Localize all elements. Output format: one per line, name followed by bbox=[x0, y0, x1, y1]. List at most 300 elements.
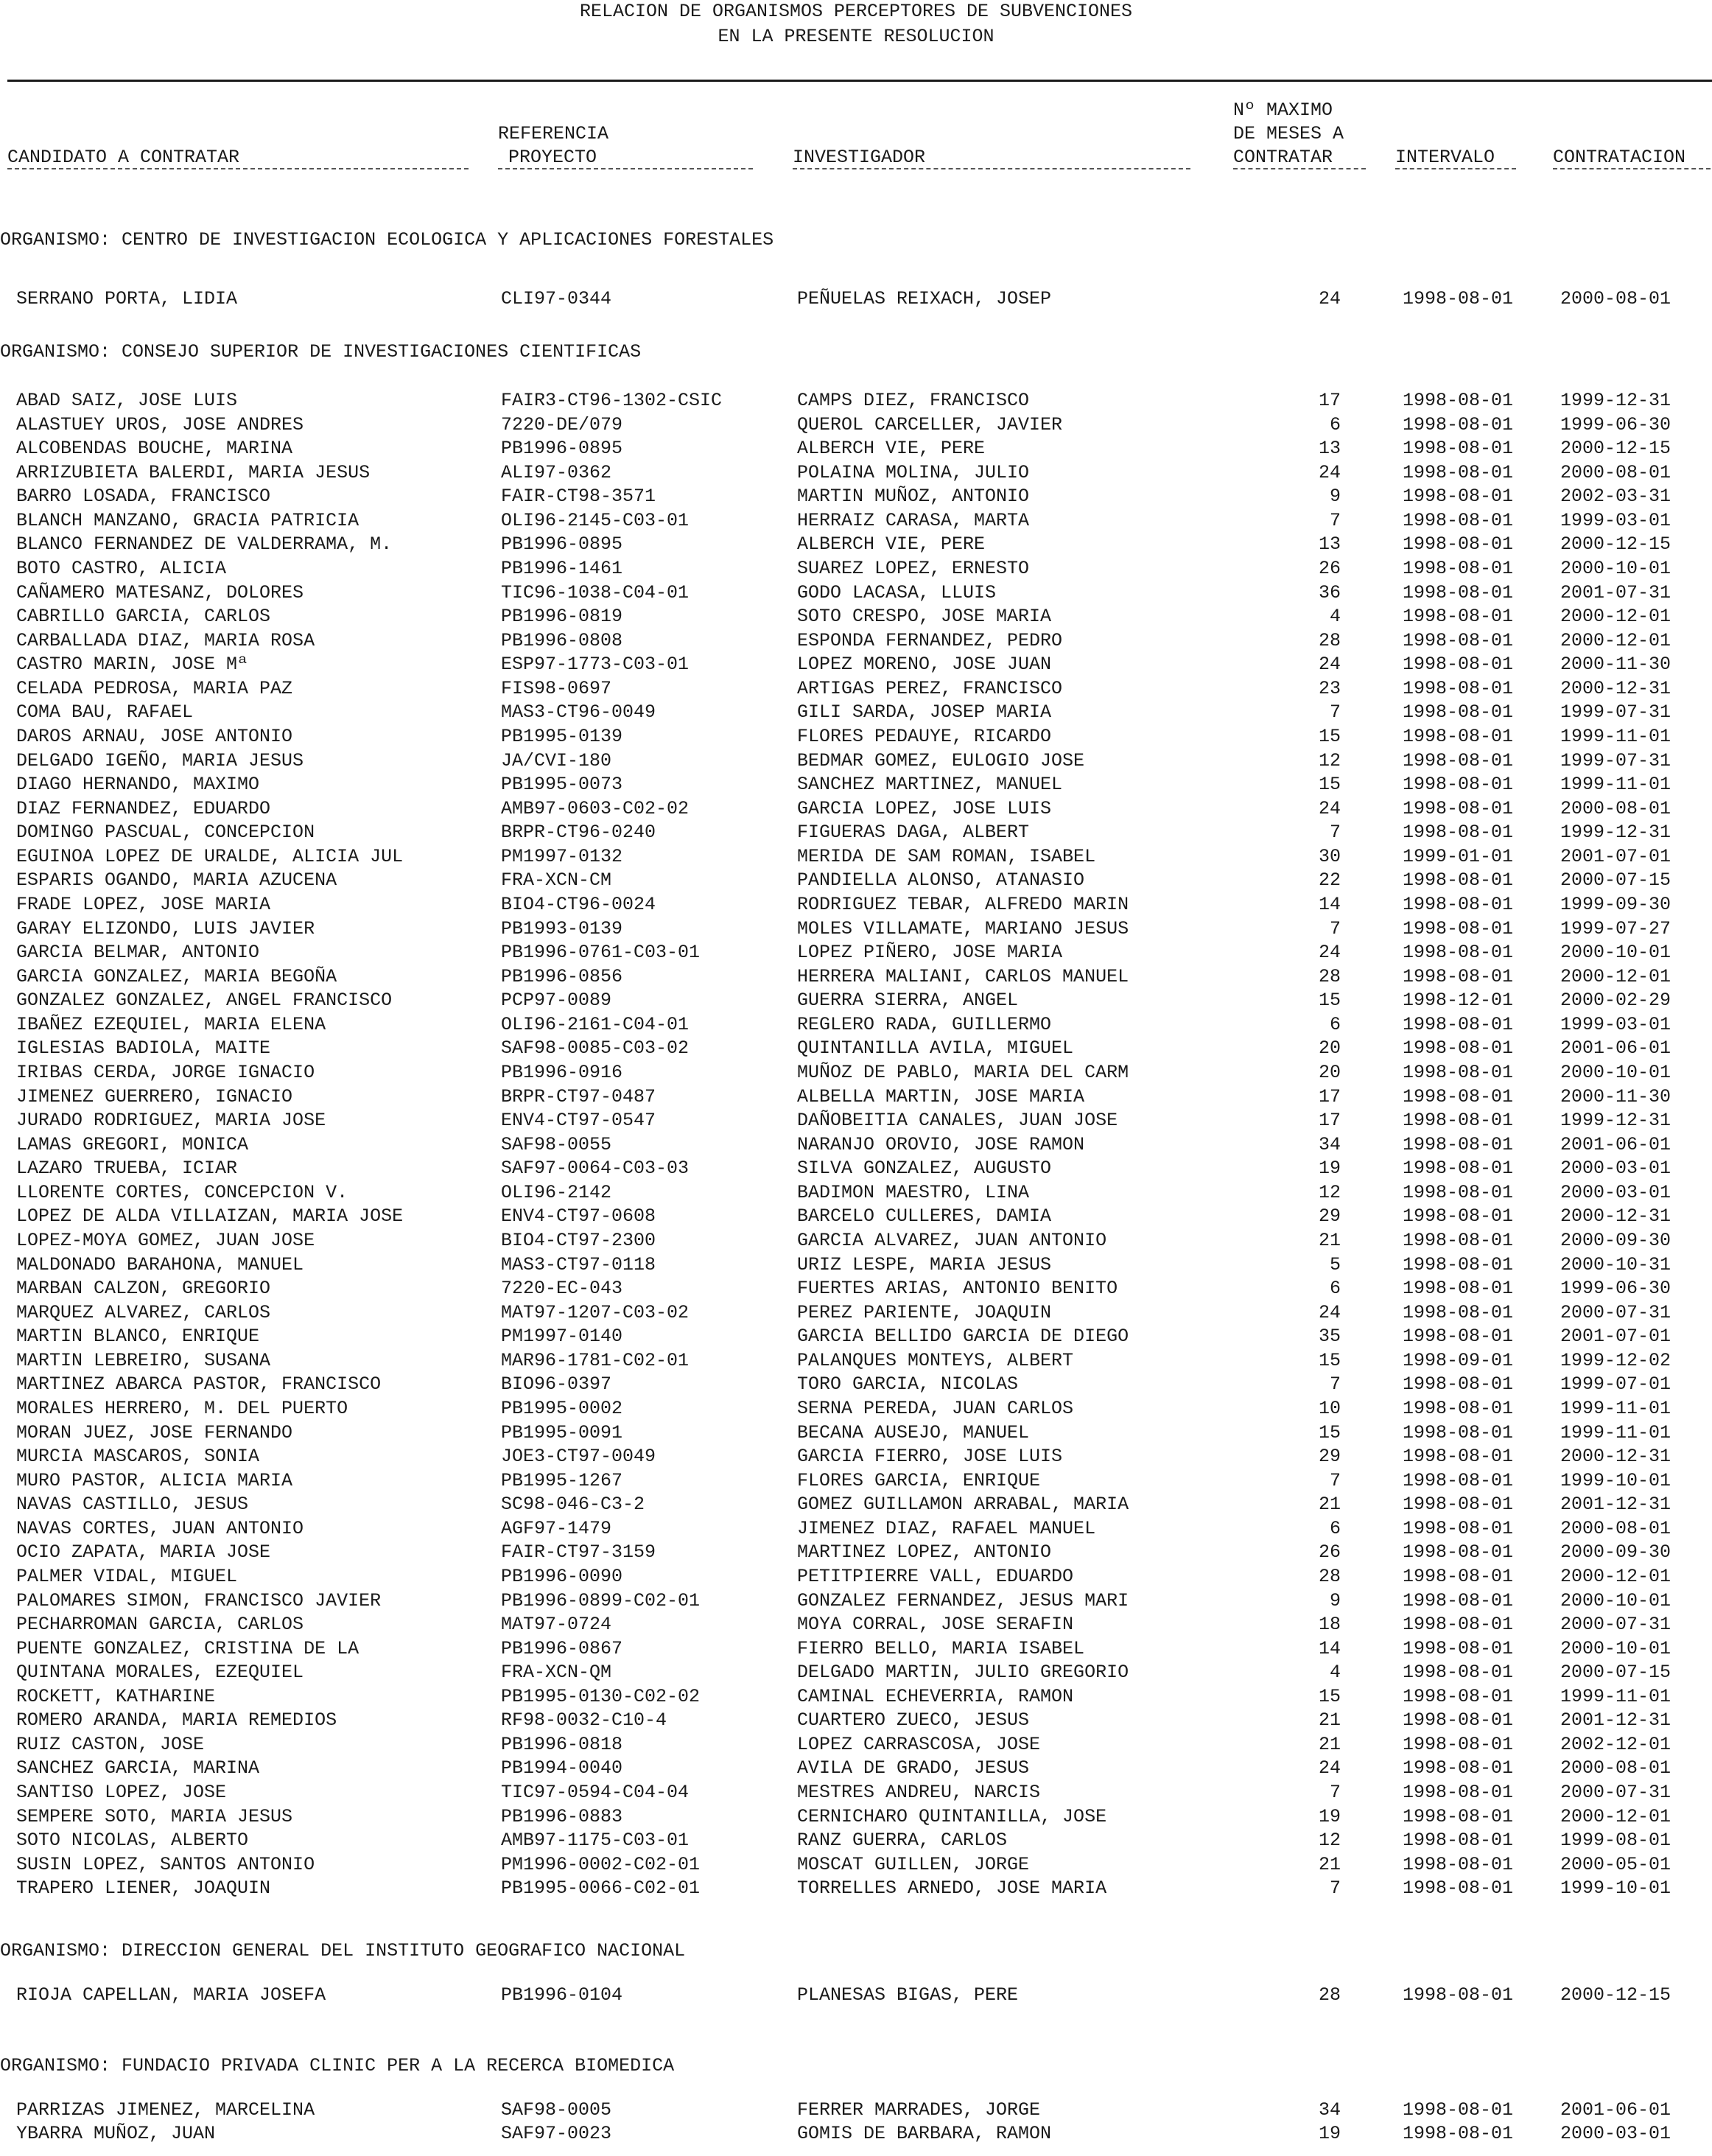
cell-intervalo: 1998-08-01 bbox=[1403, 1446, 1514, 1468]
cell-intervalo: 1998-08-01 bbox=[1403, 1037, 1514, 1060]
cell-investigador: GOMIS DE BARBARA, RAMON bbox=[797, 2123, 1052, 2144]
cell-referencia: SAF98-0085-C03-02 bbox=[501, 1037, 690, 1060]
cell-investigador: NARANJO OROVIO, JOSE RAMON bbox=[797, 1133, 1085, 1155]
cell-meses: 7 bbox=[1329, 822, 1341, 844]
cell-contratacion: 2000-12-01 bbox=[1560, 629, 1671, 651]
cell-contratacion: 2000-11-30 bbox=[1560, 654, 1671, 676]
cell-intervalo: 1998-08-01 bbox=[1403, 1494, 1514, 1516]
header-contratacion: CONTRATACION bbox=[1553, 147, 1686, 168]
cell-contratacion: 2000-12-15 bbox=[1560, 438, 1671, 460]
cell-candidato: PECHARROMAN GARCIA, CARLOS bbox=[16, 1614, 304, 1636]
cell-investigador: GARCIA BELLIDO GARCIA DE DIEGO bbox=[797, 1326, 1129, 1348]
cell-investigador: CAMINAL ECHEVERRIA, RAMON bbox=[797, 1685, 1074, 1707]
cell-contratacion: 2001-12-31 bbox=[1560, 1709, 1671, 1732]
cell-referencia: SAF97-0023 bbox=[501, 2123, 612, 2144]
cell-candidato: DELGADO IGEÑO, MARIA JESUS bbox=[16, 749, 304, 771]
cell-intervalo: 1998-08-01 bbox=[1403, 1373, 1514, 1396]
cell-contratacion: 1999-12-02 bbox=[1560, 1349, 1671, 1371]
cell-referencia: 7220-EC-043 bbox=[501, 1278, 623, 1300]
cell-referencia: PM1997-0132 bbox=[501, 845, 623, 867]
cell-referencia: FRA-XCN-QM bbox=[501, 1662, 612, 1684]
cell-intervalo: 1998-08-01 bbox=[1403, 1614, 1514, 1636]
cell-contratacion: 2000-09-30 bbox=[1560, 1541, 1671, 1564]
cell-meses: 7 bbox=[1329, 1782, 1341, 1804]
cell-meses: 15 bbox=[1318, 990, 1341, 1012]
cell-intervalo: 1998-09-01 bbox=[1403, 1349, 1514, 1371]
cell-intervalo: 1998-08-01 bbox=[1403, 677, 1514, 699]
cell-candidato: MARQUEZ ALVAREZ, CARLOS bbox=[16, 1301, 271, 1323]
cell-investigador: MESTRES ANDREU, NARCIS bbox=[797, 1782, 1041, 1804]
cell-investigador: DELGADO MARTIN, JULIO GREGORIO bbox=[797, 1662, 1129, 1684]
cell-candidato: CASTRO MARIN, JOSE Mª bbox=[16, 654, 249, 676]
cell-candidato: MURCIA MASCAROS, SONIA bbox=[16, 1446, 260, 1468]
cell-investigador: ALBELLA MARTIN, JOSE MARIA bbox=[797, 1085, 1085, 1107]
cell-referencia: PM1996-0002-C02-01 bbox=[501, 1853, 701, 1875]
cell-investigador: FERRER MARRADES, JORGE bbox=[797, 2099, 1041, 2121]
cell-investigador: AVILA DE GRADO, JESUS bbox=[797, 1757, 1030, 1779]
document-title: RELACION DE ORGANISMOS PERCEPTORES DE SUBVENCIONES bbox=[579, 1, 1133, 22]
cell-contratacion: 2001-06-01 bbox=[1560, 2099, 1671, 2121]
cell-meses: 15 bbox=[1318, 1421, 1341, 1443]
cell-investigador: MARTINEZ LOPEZ, ANTONIO bbox=[797, 1541, 1052, 1564]
cell-contratacion: 2000-12-31 bbox=[1560, 1205, 1671, 1228]
cell-meses: 14 bbox=[1318, 893, 1341, 915]
cell-investigador: LOPEZ CARRASCOSA, JOSE bbox=[797, 1733, 1041, 1755]
cell-meses: 20 bbox=[1318, 1061, 1341, 1083]
cell-candidato: JURADO RODRIGUEZ, MARIA JOSE bbox=[16, 1110, 326, 1132]
cell-candidato: CAÑAMERO MATESANZ, DOLORES bbox=[16, 581, 304, 603]
cell-referencia: PB1995-0091 bbox=[501, 1421, 623, 1443]
cell-contratacion: 2000-09-30 bbox=[1560, 1229, 1671, 1251]
cell-intervalo: 1998-08-01 bbox=[1403, 1830, 1514, 1852]
cell-investigador: POLAINA MOLINA, JULIO bbox=[797, 461, 1030, 483]
cell-investigador: PANDIELLA ALONSO, ATANASIO bbox=[797, 869, 1085, 892]
cell-meses: 19 bbox=[1318, 2123, 1341, 2144]
header-dash-intervalo bbox=[1395, 168, 1516, 169]
cell-investigador: QUEROL CARCELLER, JAVIER bbox=[797, 413, 1063, 435]
cell-contratacion: 2000-08-01 bbox=[1560, 797, 1671, 819]
cell-meses: 21 bbox=[1318, 1229, 1341, 1251]
cell-contratacion: 2000-07-15 bbox=[1560, 869, 1671, 892]
cell-meses: 15 bbox=[1318, 1349, 1341, 1371]
cell-meses: 14 bbox=[1318, 1637, 1341, 1659]
cell-contratacion: 2001-07-01 bbox=[1560, 1326, 1671, 1348]
cell-investigador: FIERRO BELLO, MARIA ISABEL bbox=[797, 1637, 1085, 1659]
cell-candidato: MURO PASTOR, ALICIA MARIA bbox=[16, 1469, 293, 1491]
cell-referencia: BRPR-CT96-0240 bbox=[501, 822, 656, 844]
cell-referencia: JOE3-CT97-0049 bbox=[501, 1446, 656, 1468]
cell-meses: 20 bbox=[1318, 1037, 1341, 1060]
cell-investigador: MARTIN MUÑOZ, ANTONIO bbox=[797, 486, 1030, 508]
cell-candidato: CELADA PEDROSA, MARIA PAZ bbox=[16, 677, 293, 699]
cell-referencia: JA/CVI-180 bbox=[501, 749, 612, 771]
cell-intervalo: 1998-08-01 bbox=[1403, 1278, 1514, 1300]
cell-candidato: RUIZ CASTON, JOSE bbox=[16, 1733, 205, 1755]
cell-candidato: GARAY ELIZONDO, LUIS JAVIER bbox=[16, 917, 315, 939]
cell-candidato: MARTIN BLANCO, ENRIQUE bbox=[16, 1326, 260, 1348]
cell-intervalo: 1998-08-01 bbox=[1403, 1877, 1514, 1900]
cell-meses: 21 bbox=[1318, 1733, 1341, 1755]
title-rule bbox=[7, 80, 1712, 82]
cell-contratacion: 1999-07-01 bbox=[1560, 1373, 1671, 1396]
cell-referencia: FAIR-CT97-3159 bbox=[501, 1541, 656, 1564]
cell-meses: 24 bbox=[1318, 654, 1341, 676]
cell-intervalo: 1998-08-01 bbox=[1403, 1589, 1514, 1611]
cell-contratacion: 2000-12-01 bbox=[1560, 1565, 1671, 1587]
cell-meses: 28 bbox=[1318, 1565, 1341, 1587]
cell-investigador: ESPONDA FERNANDEZ, PEDRO bbox=[797, 629, 1063, 651]
cell-investigador: GODO LACASA, LLUIS bbox=[797, 581, 997, 603]
cell-intervalo: 1998-08-01 bbox=[1403, 2123, 1514, 2144]
cell-investigador: HERRAIZ CARASA, MARTA bbox=[797, 509, 1030, 531]
header-investigador: INVESTIGADOR bbox=[793, 147, 926, 168]
cell-candidato: LAMAS GREGORI, MONICA bbox=[16, 1133, 249, 1155]
cell-referencia: AMB97-0603-C02-02 bbox=[501, 797, 690, 819]
cell-investigador: SOTO CRESPO, JOSE MARIA bbox=[797, 606, 1052, 628]
cell-referencia: OLI96-2145-C03-01 bbox=[501, 509, 690, 531]
cell-referencia: PB1996-0761-C03-01 bbox=[501, 942, 701, 964]
cell-candidato: PUENTE GONZALEZ, CRISTINA DE LA bbox=[16, 1637, 359, 1659]
cell-candidato: SERRANO PORTA, LIDIA bbox=[16, 288, 238, 309]
cell-referencia: SAF97-0064-C03-03 bbox=[501, 1158, 690, 1180]
cell-meses: 6 bbox=[1329, 1278, 1341, 1300]
cell-meses: 28 bbox=[1318, 965, 1341, 987]
cell-contratacion: 2000-12-15 bbox=[1560, 1984, 1671, 2006]
header-referencia: REFERENCIA bbox=[498, 123, 609, 144]
cell-investigador: SERNA PEREDA, JUAN CARLOS bbox=[797, 1397, 1074, 1419]
cell-meses: 17 bbox=[1318, 390, 1341, 411]
cell-intervalo: 1998-08-01 bbox=[1403, 438, 1514, 460]
cell-intervalo: 1998-08-01 bbox=[1403, 2099, 1514, 2121]
cell-meses: 18 bbox=[1318, 1614, 1341, 1636]
cell-investigador: MOSCAT GUILLEN, JORGE bbox=[797, 1853, 1030, 1875]
cell-investigador: ALBERCH VIE, PERE bbox=[797, 438, 986, 460]
cell-meses: 29 bbox=[1318, 1446, 1341, 1468]
cell-intervalo: 1998-08-01 bbox=[1403, 1637, 1514, 1659]
cell-intervalo: 1998-08-01 bbox=[1403, 893, 1514, 915]
cell-candidato: NAVAS CORTES, JUAN ANTONIO bbox=[16, 1517, 304, 1539]
cell-contratacion: 1999-12-31 bbox=[1560, 822, 1671, 844]
cell-referencia: MAS3-CT96-0049 bbox=[501, 701, 656, 724]
cell-referencia: CLI97-0344 bbox=[501, 288, 612, 309]
cell-contratacion: 1999-09-30 bbox=[1560, 893, 1671, 915]
cell-candidato: SEMPERE SOTO, MARIA JESUS bbox=[16, 1805, 293, 1827]
cell-intervalo: 1998-08-01 bbox=[1403, 701, 1514, 724]
cell-meses: 7 bbox=[1329, 701, 1341, 724]
cell-intervalo: 1998-08-01 bbox=[1403, 1805, 1514, 1827]
cell-intervalo: 1998-08-01 bbox=[1403, 1662, 1514, 1684]
cell-contratacion: 2000-07-31 bbox=[1560, 1782, 1671, 1804]
cell-contratacion: 1999-11-01 bbox=[1560, 1685, 1671, 1707]
cell-meses: 24 bbox=[1318, 1757, 1341, 1779]
header-dash-meses bbox=[1233, 168, 1366, 169]
cell-investigador: RODRIGUEZ TEBAR, ALFREDO MARIN bbox=[797, 893, 1129, 915]
cell-meses: 5 bbox=[1329, 1253, 1341, 1275]
cell-referencia: PB1996-0808 bbox=[501, 629, 623, 651]
cell-referencia: SC98-046-C3-2 bbox=[501, 1494, 645, 1516]
cell-contratacion: 1999-10-01 bbox=[1560, 1469, 1671, 1491]
cell-referencia: BIO4-CT97-2300 bbox=[501, 1229, 656, 1251]
cell-investigador: GOMEZ GUILLAMON ARRABAL, MARIA bbox=[797, 1494, 1129, 1516]
cell-referencia: MAR96-1781-C02-01 bbox=[501, 1349, 690, 1371]
cell-intervalo: 1998-08-01 bbox=[1403, 1565, 1514, 1587]
cell-intervalo: 1998-08-01 bbox=[1403, 1013, 1514, 1035]
cell-investigador: MOYA CORRAL, JOSE SERAFIN bbox=[797, 1614, 1074, 1636]
cell-candidato: CABRILLO GARCIA, CARLOS bbox=[16, 606, 271, 628]
cell-candidato: DIAGO HERNANDO, MAXIMO bbox=[16, 774, 260, 796]
cell-candidato: BLANCO FERNANDEZ DE VALDERRAMA, M. bbox=[16, 533, 393, 556]
cell-intervalo: 1998-08-01 bbox=[1403, 413, 1514, 435]
cell-meses: 26 bbox=[1318, 557, 1341, 579]
cell-investigador: GARCIA ALVAREZ, JUAN ANTONIO bbox=[797, 1229, 1107, 1251]
cell-referencia: ESP97-1773-C03-01 bbox=[501, 654, 690, 676]
cell-investigador: MERIDA DE SAM ROMAN, ISABEL bbox=[797, 845, 1096, 867]
cell-referencia: PB1995-1267 bbox=[501, 1469, 623, 1491]
cell-candidato: PALMER VIDAL, MIGUEL bbox=[16, 1565, 238, 1587]
cell-intervalo: 1998-12-01 bbox=[1403, 990, 1514, 1012]
cell-intervalo: 1998-08-01 bbox=[1403, 288, 1514, 309]
organismo-label: ORGANISMO: DIRECCION GENERAL DEL INSTITUTO GEOGRAFICO NACIONAL bbox=[0, 1940, 686, 1961]
cell-contratacion: 2000-08-01 bbox=[1560, 1757, 1671, 1779]
cell-candidato: DOMINGO PASCUAL, CONCEPCION bbox=[16, 822, 315, 844]
cell-contratacion: 1999-11-01 bbox=[1560, 774, 1671, 796]
header-meses-2: DE MESES A bbox=[1233, 123, 1344, 144]
cell-contratacion: 1999-07-31 bbox=[1560, 749, 1671, 771]
cell-intervalo: 1998-08-01 bbox=[1403, 1685, 1514, 1707]
cell-candidato: JIMENEZ GUERRERO, IGNACIO bbox=[16, 1085, 293, 1107]
cell-referencia: PB1996-1461 bbox=[501, 557, 623, 579]
cell-intervalo: 1998-08-01 bbox=[1403, 1181, 1514, 1203]
cell-candidato: GONZALEZ GONZALEZ, ANGEL FRANCISCO bbox=[16, 990, 393, 1012]
cell-candidato: LLORENTE CORTES, CONCEPCION V. bbox=[16, 1181, 348, 1203]
cell-referencia: OLI96-2142 bbox=[501, 1181, 612, 1203]
cell-meses: 35 bbox=[1318, 1326, 1341, 1348]
header-candidato: CANDIDATO A CONTRATAR bbox=[7, 147, 240, 168]
cell-candidato: PARRIZAS JIMENEZ, MARCELINA bbox=[16, 2099, 315, 2121]
cell-candidato: TRAPERO LIENER, JOAQUIN bbox=[16, 1877, 271, 1900]
cell-referencia: FAIR3-CT96-1302-CSIC bbox=[501, 390, 723, 411]
cell-intervalo: 1998-08-01 bbox=[1403, 1326, 1514, 1348]
cell-meses: 7 bbox=[1329, 509, 1341, 531]
cell-referencia: MAT97-1207-C03-02 bbox=[501, 1301, 690, 1323]
cell-candidato: BARRO LOSADA, FRANCISCO bbox=[16, 486, 271, 508]
cell-referencia: BIO4-CT96-0024 bbox=[501, 893, 656, 915]
cell-investigador: MOLES VILLAMATE, MARIANO JESUS bbox=[797, 917, 1129, 939]
cell-contratacion: 2002-12-01 bbox=[1560, 1733, 1671, 1755]
cell-meses: 36 bbox=[1318, 581, 1341, 603]
cell-contratacion: 2000-10-31 bbox=[1560, 1253, 1671, 1275]
cell-contratacion: 1999-12-31 bbox=[1560, 390, 1671, 411]
cell-referencia: SAF98-0055 bbox=[501, 1133, 612, 1155]
cell-referencia: PB1995-0002 bbox=[501, 1397, 623, 1419]
cell-contratacion: 2000-12-01 bbox=[1560, 965, 1671, 987]
cell-meses: 24 bbox=[1318, 461, 1341, 483]
cell-meses: 26 bbox=[1318, 1541, 1341, 1564]
cell-contratacion: 1999-11-01 bbox=[1560, 725, 1671, 747]
cell-intervalo: 1998-08-01 bbox=[1403, 486, 1514, 508]
cell-candidato: IRIBAS CERDA, JORGE IGNACIO bbox=[16, 1061, 315, 1083]
cell-contratacion: 2000-07-15 bbox=[1560, 1662, 1671, 1684]
cell-candidato: IBAÑEZ EZEQUIEL, MARIA ELENA bbox=[16, 1013, 326, 1035]
cell-investigador: FLORES PEDAUYE, RICARDO bbox=[797, 725, 1052, 747]
cell-referencia: ENV4-CT97-0547 bbox=[501, 1110, 656, 1132]
cell-meses: 15 bbox=[1318, 725, 1341, 747]
cell-candidato: SANCHEZ GARCIA, MARINA bbox=[16, 1757, 260, 1779]
cell-meses: 17 bbox=[1318, 1085, 1341, 1107]
cell-referencia: PB1996-0856 bbox=[501, 965, 623, 987]
cell-meses: 28 bbox=[1318, 629, 1341, 651]
cell-meses: 6 bbox=[1329, 1517, 1341, 1539]
cell-investigador: REGLERO RADA, GUILLERMO bbox=[797, 1013, 1052, 1035]
cell-contratacion: 2000-07-31 bbox=[1560, 1614, 1671, 1636]
cell-candidato: MARTIN LEBREIRO, SUSANA bbox=[16, 1349, 271, 1371]
cell-meses: 34 bbox=[1318, 2099, 1341, 2121]
cell-referencia: PM1997-0140 bbox=[501, 1326, 623, 1348]
cell-intervalo: 1998-08-01 bbox=[1403, 461, 1514, 483]
cell-contratacion: 2000-12-31 bbox=[1560, 677, 1671, 699]
cell-meses: 7 bbox=[1329, 917, 1341, 939]
cell-candidato: IGLESIAS BADIOLA, MAITE bbox=[16, 1037, 271, 1060]
cell-contratacion: 2000-12-01 bbox=[1560, 1805, 1671, 1827]
cell-referencia: PB1995-0073 bbox=[501, 774, 623, 796]
cell-candidato: CARBALLADA DIAZ, MARIA ROSA bbox=[16, 629, 315, 651]
cell-candidato: EGUINOA LOPEZ DE URALDE, ALICIA JUL bbox=[16, 845, 404, 867]
cell-meses: 24 bbox=[1318, 1301, 1341, 1323]
cell-candidato: ARRIZUBIETA BALERDI, MARIA JESUS bbox=[16, 461, 371, 483]
header-dash-referencia bbox=[498, 168, 753, 169]
cell-candidato: SOTO NICOLAS, ALBERTO bbox=[16, 1830, 249, 1852]
cell-investigador: BEDMAR GOMEZ, EULOGIO JOSE bbox=[797, 749, 1085, 771]
cell-meses: 9 bbox=[1329, 486, 1341, 508]
cell-referencia: PB1995-0130-C02-02 bbox=[501, 1685, 701, 1707]
cell-contratacion: 2002-03-31 bbox=[1560, 486, 1671, 508]
cell-candidato: FRADE LOPEZ, JOSE MARIA bbox=[16, 893, 271, 915]
cell-intervalo: 1998-08-01 bbox=[1403, 581, 1514, 603]
cell-intervalo: 1998-08-01 bbox=[1403, 1229, 1514, 1251]
cell-contratacion: 2001-07-01 bbox=[1560, 845, 1671, 867]
cell-investigador: ALBERCH VIE, PERE bbox=[797, 533, 986, 556]
cell-meses: 9 bbox=[1329, 1589, 1341, 1611]
cell-meses: 23 bbox=[1318, 677, 1341, 699]
cell-referencia: PB1993-0139 bbox=[501, 917, 623, 939]
cell-meses: 6 bbox=[1329, 1013, 1341, 1035]
cell-investigador: SUAREZ LOPEZ, ERNESTO bbox=[797, 557, 1030, 579]
cell-meses: 10 bbox=[1318, 1397, 1341, 1419]
cell-contratacion: 2000-10-01 bbox=[1560, 1589, 1671, 1611]
cell-candidato: NAVAS CASTILLO, JESUS bbox=[16, 1494, 249, 1516]
cell-referencia: TIC97-0594-C04-04 bbox=[501, 1782, 690, 1804]
cell-contratacion: 1999-12-31 bbox=[1560, 1110, 1671, 1132]
cell-referencia: PB1994-0040 bbox=[501, 1757, 623, 1779]
cell-referencia: PB1996-0895 bbox=[501, 533, 623, 556]
cell-intervalo: 1998-08-01 bbox=[1403, 1782, 1514, 1804]
cell-contratacion: 2000-07-31 bbox=[1560, 1301, 1671, 1323]
cell-intervalo: 1998-08-01 bbox=[1403, 654, 1514, 676]
cell-meses: 6 bbox=[1329, 413, 1341, 435]
cell-contratacion: 2001-06-01 bbox=[1560, 1037, 1671, 1060]
cell-referencia: PB1996-0819 bbox=[501, 606, 623, 628]
header-dash-investigador bbox=[793, 168, 1190, 169]
cell-intervalo: 1998-08-01 bbox=[1403, 822, 1514, 844]
cell-intervalo: 1998-08-01 bbox=[1403, 1061, 1514, 1083]
cell-intervalo: 1998-08-01 bbox=[1403, 1133, 1514, 1155]
cell-referencia: FRA-XCN-CM bbox=[501, 869, 612, 892]
cell-referencia: ENV4-CT97-0608 bbox=[501, 1205, 656, 1228]
cell-contratacion: 2000-05-01 bbox=[1560, 1853, 1671, 1875]
cell-contratacion: 2000-10-01 bbox=[1560, 1061, 1671, 1083]
cell-referencia: AMB97-1175-C03-01 bbox=[501, 1830, 690, 1852]
cell-meses: 7 bbox=[1329, 1469, 1341, 1491]
cell-candidato: MARTINEZ ABARCA PASTOR, FRANCISCO bbox=[16, 1373, 382, 1396]
cell-candidato: ALCOBENDAS BOUCHE, MARINA bbox=[16, 438, 293, 460]
cell-contratacion: 2000-08-01 bbox=[1560, 288, 1671, 309]
header-proyecto: PROYECTO bbox=[508, 147, 597, 168]
cell-intervalo: 1998-08-01 bbox=[1403, 533, 1514, 556]
cell-referencia: PB1996-0895 bbox=[501, 438, 623, 460]
cell-intervalo: 1998-08-01 bbox=[1403, 869, 1514, 892]
cell-referencia: BRPR-CT97-0487 bbox=[501, 1085, 656, 1107]
cell-investigador: SILVA GONZALEZ, AUGUSTO bbox=[797, 1158, 1052, 1180]
cell-meses: 21 bbox=[1318, 1853, 1341, 1875]
cell-investigador: CUARTERO ZUECO, JESUS bbox=[797, 1709, 1030, 1732]
cell-intervalo: 1998-08-01 bbox=[1403, 1757, 1514, 1779]
cell-referencia: FIS98-0697 bbox=[501, 677, 612, 699]
cell-candidato: GARCIA GONZALEZ, MARIA BEGOÑA bbox=[16, 965, 337, 987]
cell-meses: 7 bbox=[1329, 1877, 1341, 1900]
cell-contratacion: 2000-10-01 bbox=[1560, 942, 1671, 964]
cell-intervalo: 1998-08-01 bbox=[1403, 1709, 1514, 1732]
cell-intervalo: 1998-08-01 bbox=[1403, 1421, 1514, 1443]
cell-contratacion: 2001-06-01 bbox=[1560, 1133, 1671, 1155]
cell-investigador: TORO GARCIA, NICOLAS bbox=[797, 1373, 1019, 1396]
cell-intervalo: 1998-08-01 bbox=[1403, 774, 1514, 796]
cell-contratacion: 2000-11-30 bbox=[1560, 1085, 1671, 1107]
cell-contratacion: 2000-03-01 bbox=[1560, 1158, 1671, 1180]
cell-intervalo: 1998-08-01 bbox=[1403, 390, 1514, 411]
cell-candidato: MORAN JUEZ, JOSE FERNANDO bbox=[16, 1421, 293, 1443]
cell-meses: 17 bbox=[1318, 1110, 1341, 1132]
cell-referencia: FAIR-CT98-3571 bbox=[501, 486, 656, 508]
cell-investigador: FIGUERAS DAGA, ALBERT bbox=[797, 822, 1030, 844]
organismo-label: ORGANISMO: CONSEJO SUPERIOR DE INVESTIGACIONES CIENTIFICAS bbox=[0, 341, 642, 363]
cell-intervalo: 1998-08-01 bbox=[1403, 917, 1514, 939]
cell-meses: 15 bbox=[1318, 774, 1341, 796]
cell-contratacion: 1999-11-01 bbox=[1560, 1421, 1671, 1443]
cell-referencia: PB1995-0066-C02-01 bbox=[501, 1877, 701, 1900]
cell-referencia: BIO96-0397 bbox=[501, 1373, 612, 1396]
cell-contratacion: 2001-12-31 bbox=[1560, 1494, 1671, 1516]
cell-contratacion: 2000-12-15 bbox=[1560, 533, 1671, 556]
cell-contratacion: 1999-08-01 bbox=[1560, 1830, 1671, 1852]
cell-candidato: ALASTUEY UROS, JOSE ANDRES bbox=[16, 413, 304, 435]
cell-referencia: OLI96-2161-C04-01 bbox=[501, 1013, 690, 1035]
cell-intervalo: 1998-08-01 bbox=[1403, 1541, 1514, 1564]
cell-investigador: JIMENEZ DIAZ, RAFAEL MANUEL bbox=[797, 1517, 1096, 1539]
cell-contratacion: 2001-07-31 bbox=[1560, 581, 1671, 603]
cell-meses: 29 bbox=[1318, 1205, 1341, 1228]
cell-referencia: RF98-0032-C10-4 bbox=[501, 1709, 667, 1732]
cell-referencia: ALI97-0362 bbox=[501, 461, 612, 483]
cell-investigador: CERNICHARO QUINTANILLA, JOSE bbox=[797, 1805, 1107, 1827]
cell-referencia: PB1996-0818 bbox=[501, 1733, 623, 1755]
cell-candidato: GARCIA BELMAR, ANTONIO bbox=[16, 942, 260, 964]
cell-investigador: PETITPIERRE VALL, EDUARDO bbox=[797, 1565, 1074, 1587]
cell-investigador: BECANA AUSEJO, MANUEL bbox=[797, 1421, 1030, 1443]
cell-investigador: URIZ LESPE, MARIA JESUS bbox=[797, 1253, 1052, 1275]
cell-intervalo: 1998-08-01 bbox=[1403, 1085, 1514, 1107]
cell-investigador: MUÑOZ DE PABLO, MARIA DEL CARM bbox=[797, 1061, 1129, 1083]
cell-referencia: PCP97-0089 bbox=[501, 990, 612, 1012]
